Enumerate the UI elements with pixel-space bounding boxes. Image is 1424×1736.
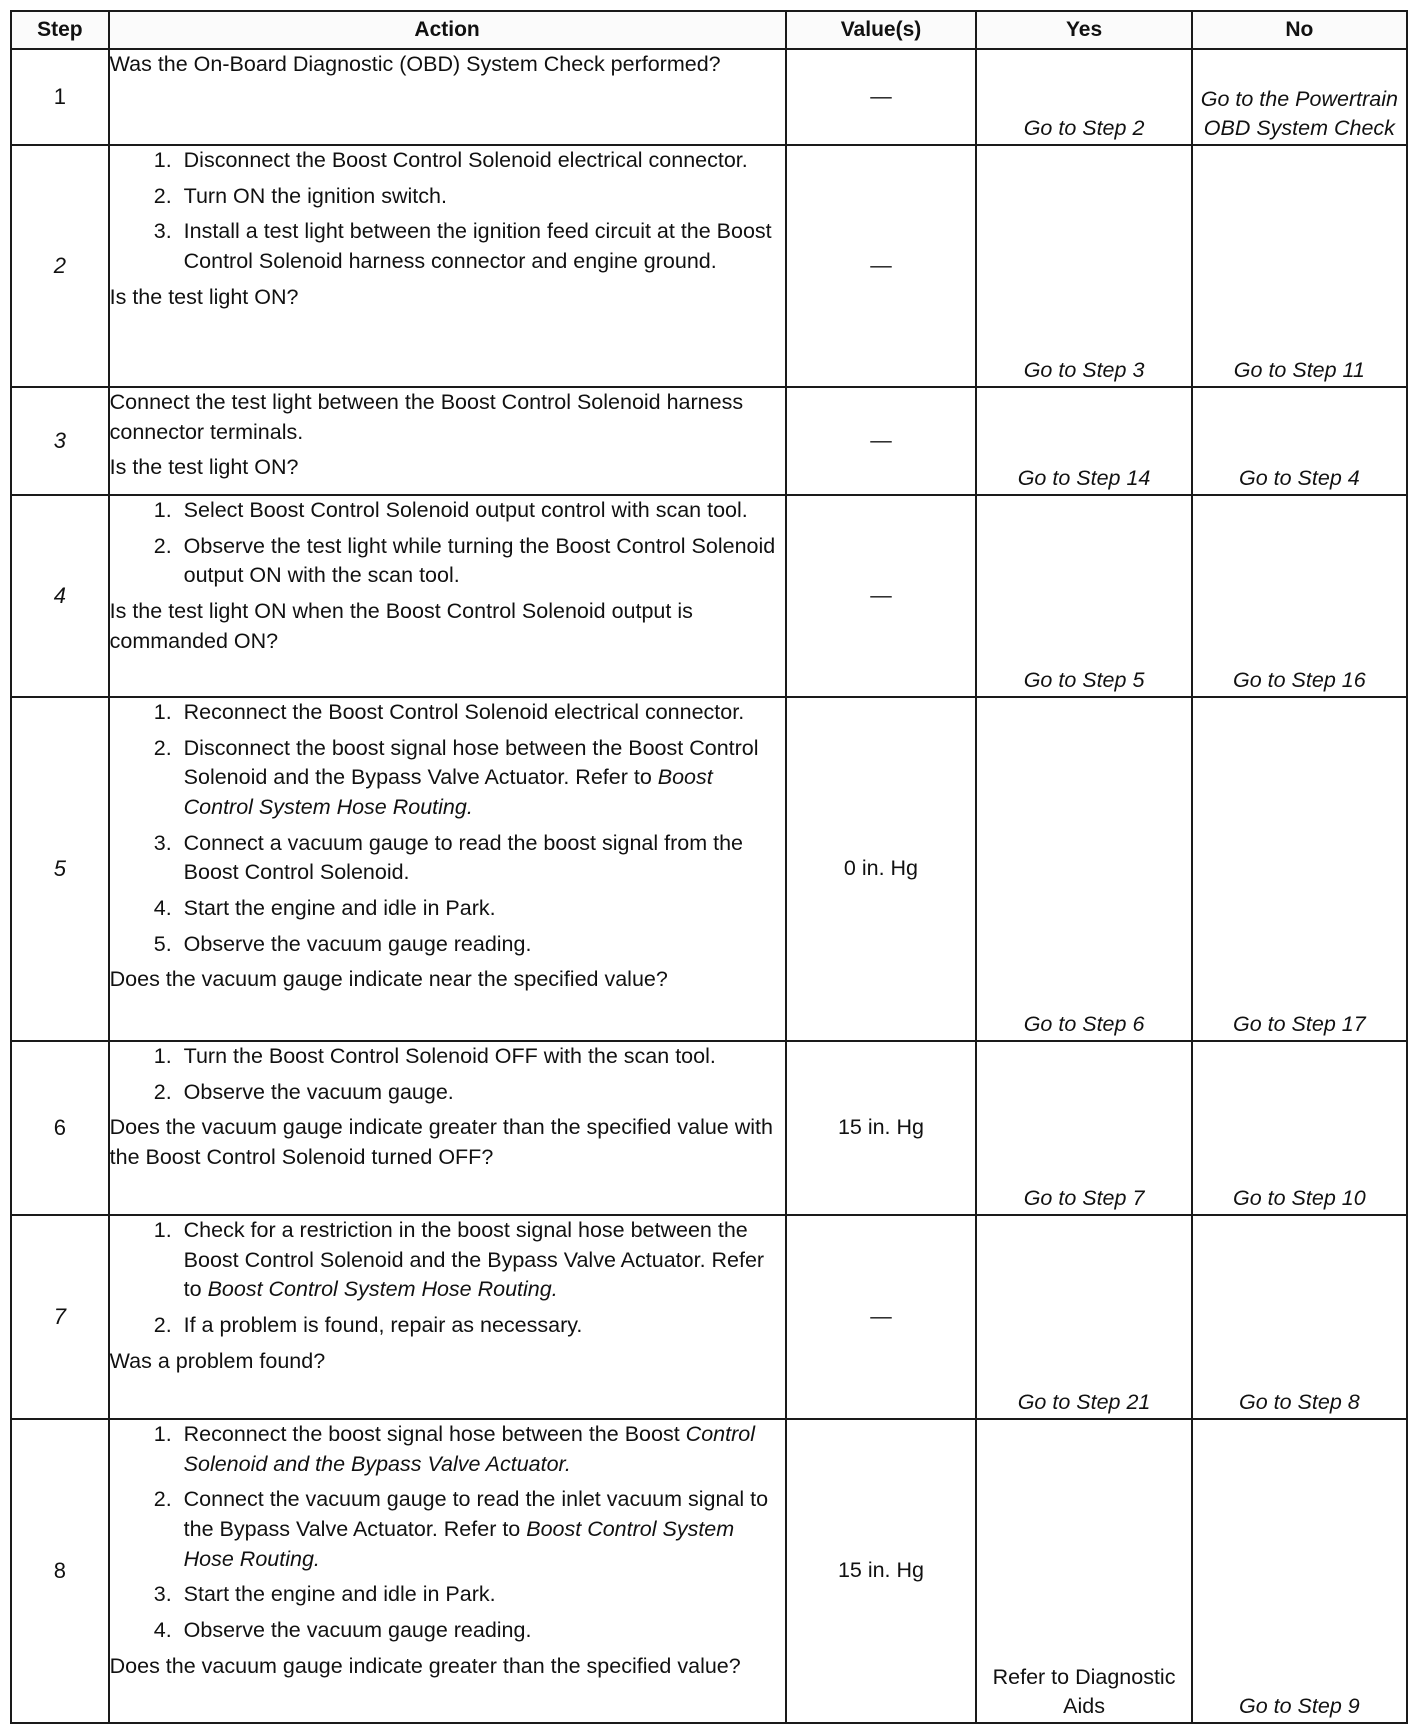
action-steps xyxy=(110,496,785,591)
action-steps xyxy=(110,1216,785,1341)
action-step: 4. Observe the vacuum gauge reading. xyxy=(178,1616,785,1646)
value-cell: — xyxy=(786,145,977,387)
action-question: Is the test light ON? xyxy=(109,284,299,309)
action-steps xyxy=(110,698,785,959)
no-cell: Go to Step 10 xyxy=(1192,1041,1407,1215)
action-step: 2. Connect the vacuum gauge to read the inlet vacuum signal to the Bypass Valve Actuator. Refer to Boost Control System Hose Routing. xyxy=(178,1485,785,1574)
action-step: 2. If a problem is found, repair as necessary. xyxy=(178,1311,785,1341)
step-number: 6 xyxy=(11,1041,109,1215)
value-cell: 15 in. Hg xyxy=(786,1041,977,1215)
value-cell: — xyxy=(786,1215,977,1419)
action-cell xyxy=(109,1419,786,1723)
diagnostic-table xyxy=(10,10,1408,1724)
yes-cell: Go to Step 7 xyxy=(976,1041,1191,1215)
value-cell: 0 in. Hg xyxy=(786,697,977,1041)
action-step: 2. Observe the vacuum gauge. xyxy=(178,1078,785,1108)
no-cell: Go to Step 8 xyxy=(1192,1215,1407,1419)
action-step: 2. Observe the test light while turning the Boost Control Solenoid output ON with the scan tool. xyxy=(178,532,785,591)
header-row xyxy=(11,11,1407,49)
value-cell: 15 in. Hg xyxy=(786,1419,977,1723)
action-cell xyxy=(109,145,786,387)
table-row-step-4 xyxy=(11,495,1407,697)
action-cell xyxy=(109,49,786,145)
action-step: 1. Turn the Boost Control Solenoid OFF with the scan tool. xyxy=(178,1042,785,1072)
reference-link: Boost Control System Hose Routing. xyxy=(183,1516,735,1571)
action-question: Is the test light ON when the Boost Control Solenoid output is commanded ON? xyxy=(109,598,693,653)
action-cell xyxy=(109,495,786,697)
reference-link: Boost Control System Hose Routing. xyxy=(207,1277,558,1302)
action-text: Connect the test light between the Boost Control Solenoid harness connector terminals. xyxy=(109,390,744,444)
action-question: Is the test light ON? xyxy=(109,455,299,480)
table-row-step-8 xyxy=(11,1419,1407,1723)
action-step: 5. Observe the vacuum gauge reading. xyxy=(178,930,785,960)
yes-cell: Go to Step 2 xyxy=(976,49,1191,145)
table-row-step-3 xyxy=(11,387,1407,495)
header-action: Action xyxy=(109,11,786,49)
no-cell xyxy=(1192,49,1407,145)
action-step: 3. Install a test light between the ignition feed circuit at the Boost Control Solenoid harness connector and engine ground. xyxy=(178,217,785,276)
yes-cell: Go to Step 5 xyxy=(976,495,1191,697)
action-question: Does the vacuum gauge indicate greater than the specified value with the Boost Control Solenoid turned OFF? xyxy=(109,1115,773,1169)
value-cell: — xyxy=(786,49,977,145)
header-yes: Yes xyxy=(976,11,1191,49)
yes-cell: Go to Step 14 xyxy=(976,387,1191,495)
step-number: 7 xyxy=(11,1215,109,1419)
no-cell: Go to Step 16 xyxy=(1192,495,1407,697)
yes-cell: Go to Step 3 xyxy=(976,145,1191,387)
step-number: 5 xyxy=(11,697,109,1041)
table-row-step-2 xyxy=(11,145,1407,387)
action-steps xyxy=(110,1042,785,1107)
no-cell: Go to Step 11 xyxy=(1192,145,1407,387)
no-cell: Go to Step 17 xyxy=(1192,697,1407,1041)
yes-cell: Go to Step 21 xyxy=(976,1215,1191,1419)
action-cell xyxy=(109,1041,786,1215)
action-step: 4. Start the engine and idle in Park. xyxy=(178,894,785,924)
header-no: No xyxy=(1192,11,1407,49)
action-step: 3. Connect a vacuum gauge to read the boost signal from the Boost Control Solenoid. xyxy=(178,829,785,888)
action-cell xyxy=(109,1215,786,1419)
action-step: 1. Reconnect the Boost Control Solenoid electrical connector. xyxy=(178,698,785,728)
header-values: Value(s) xyxy=(786,11,977,49)
action-question: Was a problem found? xyxy=(109,1348,326,1373)
reference-link: Boost Control System Hose Routing. xyxy=(183,765,713,819)
action-step: 2. Disconnect the boost signal hose between the Boost Control Solenoid and the Bypass Valve Actuator. Refer to Boost Control System Hose Routing. xyxy=(178,734,785,823)
step-number: 4 xyxy=(11,495,109,697)
value-cell: — xyxy=(786,387,977,495)
action-cell xyxy=(109,697,786,1041)
action-steps xyxy=(110,146,785,277)
step-number: 1 xyxy=(11,49,109,145)
action-step: 2. Turn ON the ignition switch. xyxy=(178,182,785,212)
no-result: Go to the Powertrain OBD System Check xyxy=(1200,86,1398,141)
table-row-step-1 xyxy=(11,49,1407,145)
action-question: Does the vacuum gauge indicate greater than the specified value? xyxy=(109,1653,741,1678)
action-step: 1. Check for a restriction in the boost signal hose between the Boost Control Solenoid and the Bypass Valve Actuator. Refer to Boost Control System Hose Routing. xyxy=(178,1216,785,1305)
table-row-step-6 xyxy=(11,1041,1407,1215)
action-steps xyxy=(110,1420,785,1646)
table-row-step-5 xyxy=(11,697,1407,1041)
step-number: 2 xyxy=(11,145,109,387)
yes-cell: Refer to Diagnostic Aids xyxy=(976,1419,1191,1723)
step-number: 3 xyxy=(11,387,109,495)
value-cell: — xyxy=(786,495,977,697)
no-cell: Go to Step 4 xyxy=(1192,387,1407,495)
step-number: 8 xyxy=(11,1419,109,1723)
action-step: 1. Select Boost Control Solenoid output control with scan tool. xyxy=(178,496,785,526)
table-row-step-7 xyxy=(11,1215,1407,1419)
action-cell xyxy=(109,387,786,495)
action-text: Was the On-Board Diagnostic (OBD) System Check performed? xyxy=(109,52,721,76)
action-step: 1. Disconnect the Boost Control Solenoid electrical connector. xyxy=(178,146,785,176)
yes-cell: Go to Step 6 xyxy=(976,697,1191,1041)
action-step: 3. Start the engine and idle in Park. xyxy=(178,1580,785,1610)
action-question: Does the vacuum gauge indicate near the specified value? xyxy=(109,967,668,992)
action-step: 1. Reconnect the boost signal hose between the Boost Control Solenoid and the Bypass Valve Actuator. xyxy=(178,1420,785,1479)
header-step: Step xyxy=(11,11,109,49)
no-cell: Go to Step 9 xyxy=(1192,1419,1407,1723)
